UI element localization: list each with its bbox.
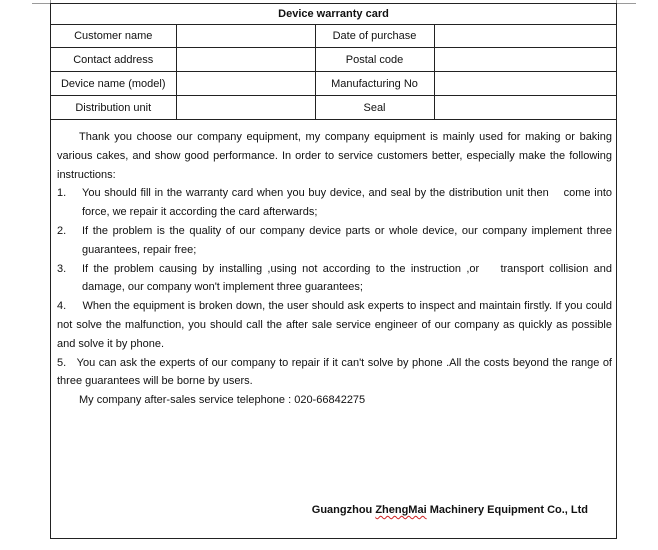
card-title: Device warranty card bbox=[51, 4, 616, 25]
instruction-item-5: 5. You can ask the experts of our company to repair if it can't solve by phone .All the costs beyond the range of three guarantees will be borne by users. bbox=[57, 356, 612, 388]
item-number: 2. bbox=[57, 224, 67, 237]
fields-row bbox=[51, 48, 616, 72]
distribution-unit-value[interactable] bbox=[176, 96, 315, 120]
item-number: 1. bbox=[57, 187, 67, 200]
fields-row bbox=[51, 72, 616, 96]
company-prefix: Guangzhou bbox=[311, 504, 376, 516]
crop-mark-top-left-horizontal bbox=[32, 3, 51, 4]
crop-mark-top-right-horizontal bbox=[616, 3, 636, 4]
contact-address-value[interactable] bbox=[176, 48, 315, 72]
instruction-item-4: 4. When the equipment is broken down, the user should ask experts to inspect and maintain firstly. If you could not solve the malfunction, you should call the after sale service engineer of our company as quickly as possible and solve it by phone. bbox=[57, 300, 612, 350]
fields-row bbox=[51, 96, 616, 120]
device-name-label: Device name (model) bbox=[51, 72, 176, 96]
item-text: You should fill in the warranty card when you buy device, and seal by the distribution unit then come into force, we repair it according the card afterwards; bbox=[82, 187, 612, 219]
item-text: If the problem is the quality of our company device parts or whole device, our company implement three guarantees, repair free; bbox=[82, 224, 612, 256]
customer-name-label: Customer name bbox=[51, 24, 176, 48]
instruction-item bbox=[57, 222, 612, 260]
seal-value[interactable] bbox=[434, 96, 616, 120]
customer-name-value[interactable] bbox=[176, 24, 315, 48]
instructions-body bbox=[57, 128, 612, 410]
seal-label: Seal bbox=[315, 96, 434, 120]
instruction-item bbox=[57, 260, 612, 298]
postal-code-label: Postal code bbox=[315, 48, 434, 72]
contact-address-label: Contact address bbox=[51, 48, 176, 72]
date-of-purchase-value[interactable] bbox=[434, 24, 616, 48]
intro-paragraph: Thank you choose our company equipment, my company equipment is mainly used for making or baking various cakes, and show good performance. In order to service customers better, especially make the following instructions: bbox=[57, 131, 612, 181]
instruction-item bbox=[57, 184, 612, 222]
item-text: If the problem causing by installing ,using not according to the instruction ,or transport collision and damage, our company won't implement three guarantees; bbox=[82, 262, 612, 294]
distribution-unit-label: Distribution unit bbox=[51, 96, 176, 120]
manufacturing-no-value[interactable] bbox=[434, 72, 616, 96]
manufacturing-no-label: Manufacturing No bbox=[315, 72, 434, 96]
fields-row bbox=[51, 24, 616, 48]
fields-table bbox=[51, 24, 616, 120]
company-name bbox=[312, 504, 588, 516]
warranty-card bbox=[50, 3, 617, 539]
device-name-value[interactable] bbox=[176, 72, 315, 96]
date-of-purchase-label: Date of purchase bbox=[315, 24, 434, 48]
postal-code-value[interactable] bbox=[434, 48, 616, 72]
company-suffix: Machinery Equipment Co., Ltd bbox=[426, 504, 588, 516]
company-brand: ZhengMai bbox=[375, 504, 427, 516]
item-number: 3. bbox=[57, 262, 67, 275]
service-phone-line: My company after-sales service telephone : 020-66842275 bbox=[79, 394, 366, 407]
